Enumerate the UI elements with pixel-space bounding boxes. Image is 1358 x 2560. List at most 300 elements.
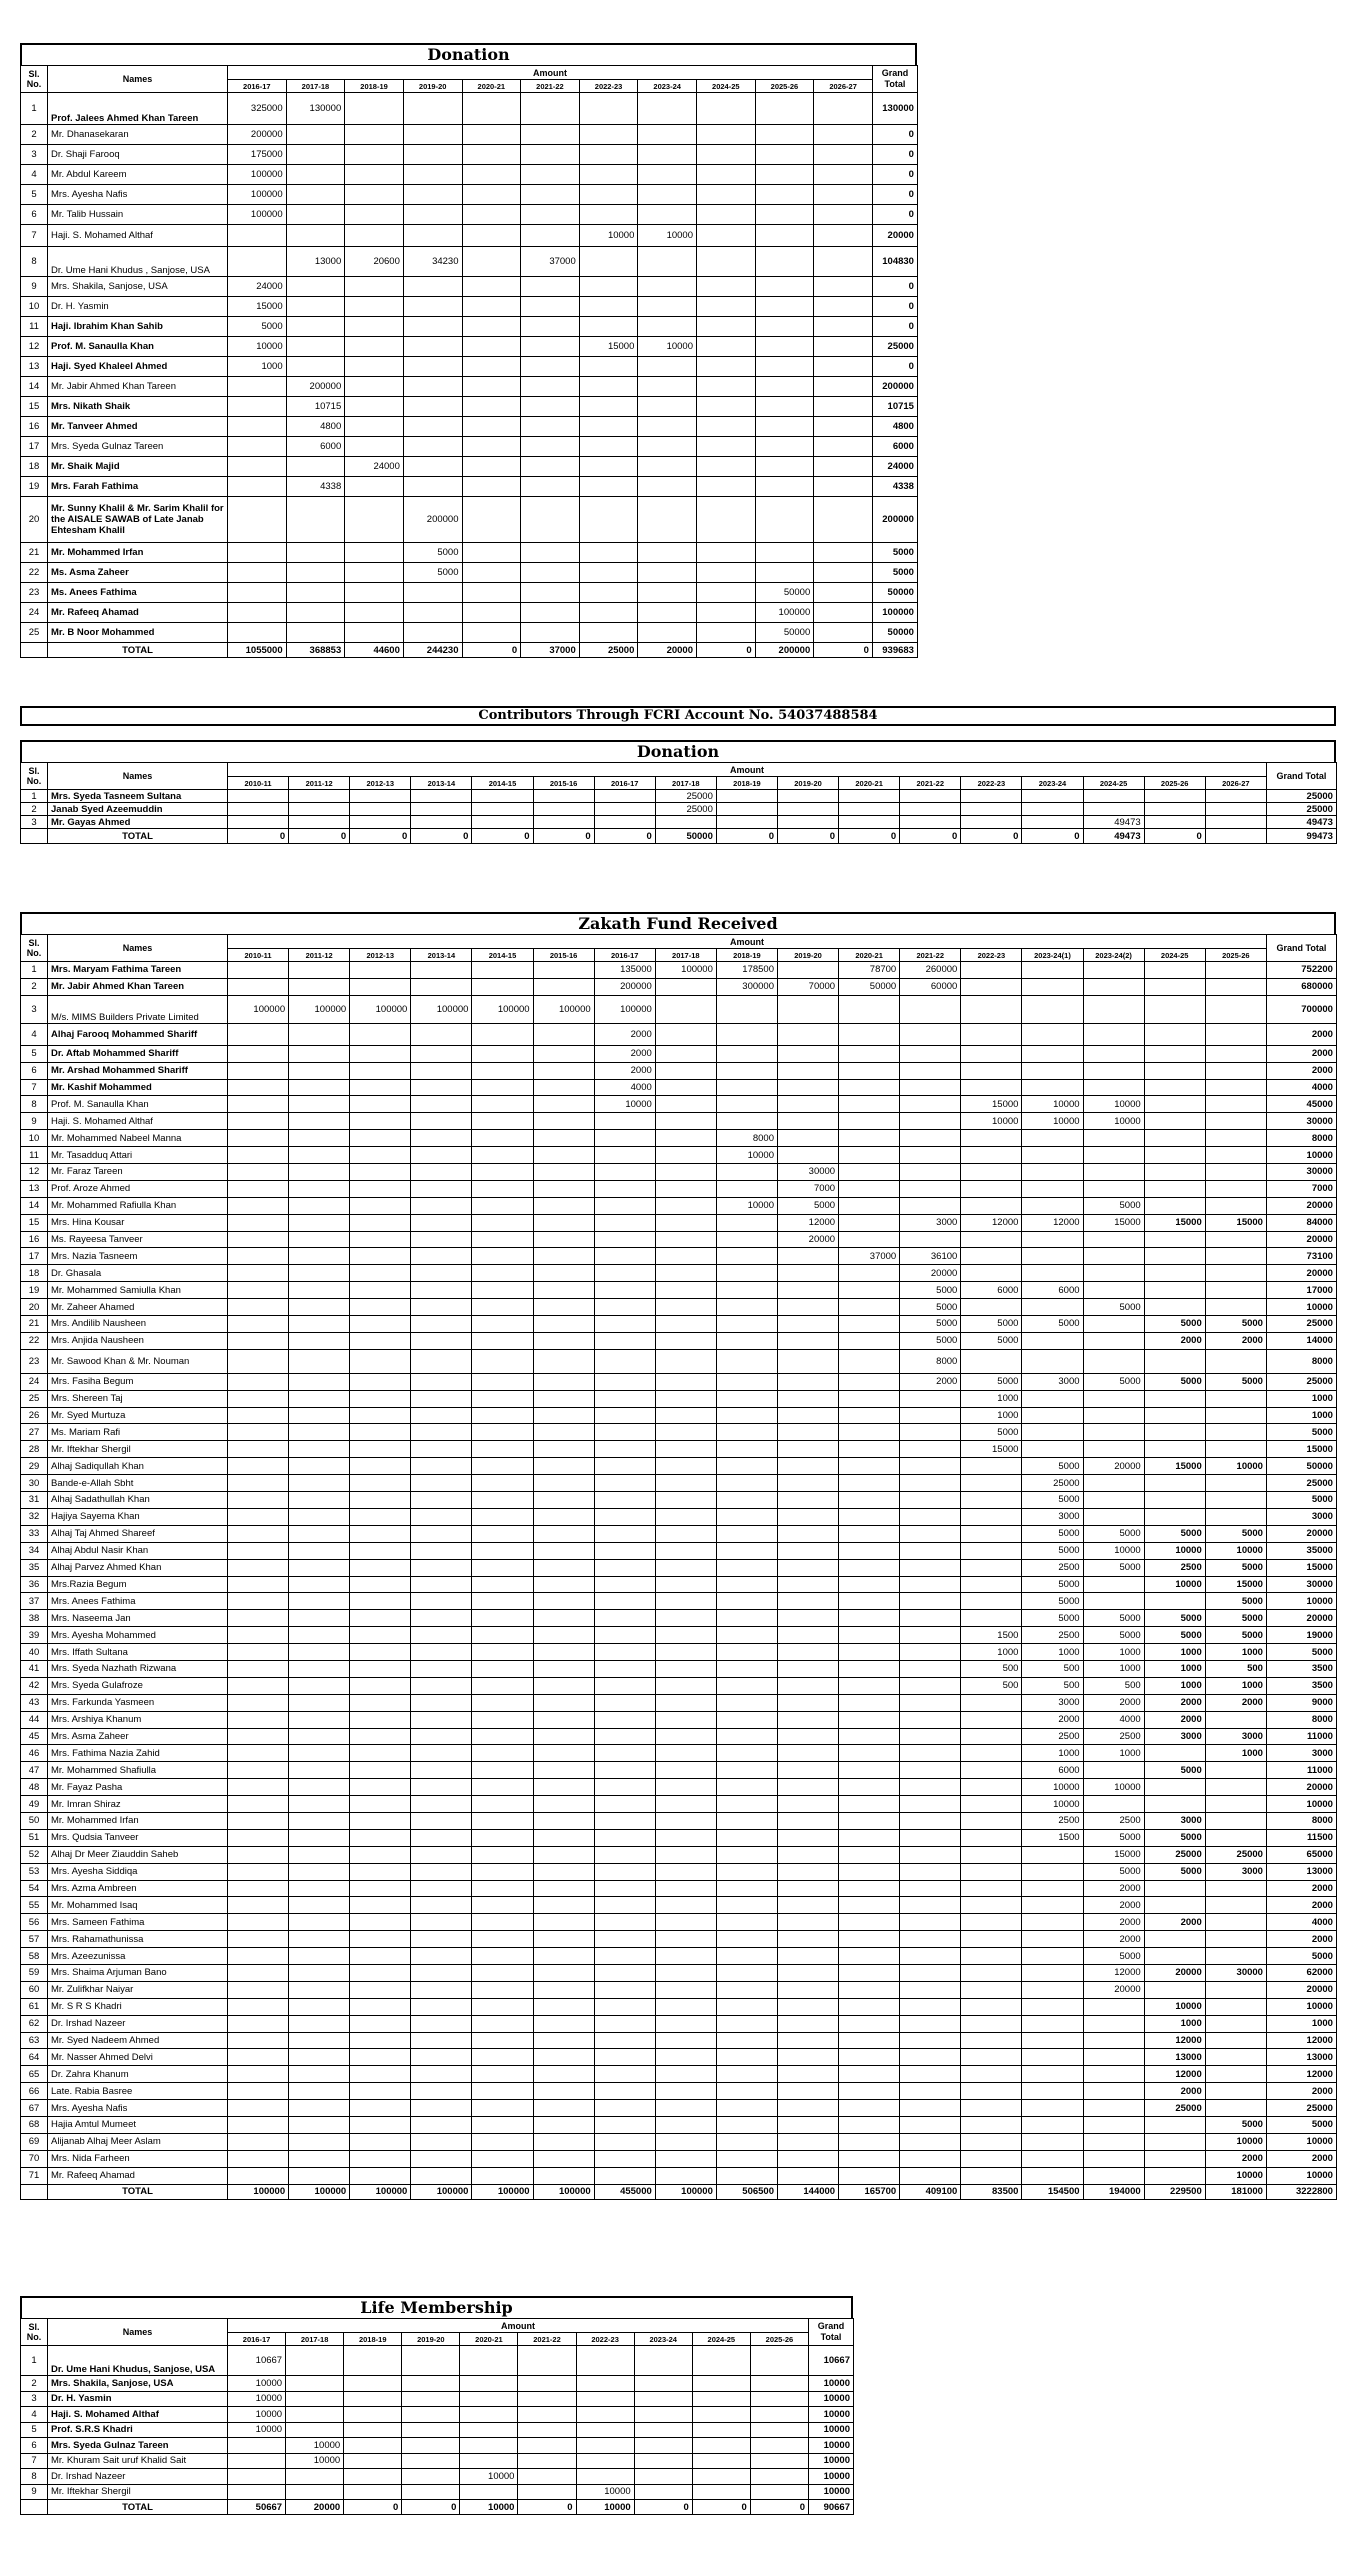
row-amount (350, 1390, 411, 1407)
row-sl: 40 (21, 1644, 48, 1661)
row-name: Mrs. Maryam Fathima Tareen (48, 962, 228, 979)
row-amount (411, 1998, 472, 2015)
row-grand-total: 10000 (1266, 2167, 1336, 2184)
row-amount (638, 125, 697, 145)
row-amount (839, 1796, 900, 1813)
header-year: 2023-24 (1022, 777, 1083, 790)
row-sl: 19 (21, 1282, 48, 1299)
row-amount (655, 995, 716, 1023)
table-row (21, 1407, 1337, 1424)
row-amount (755, 417, 814, 437)
row-amount (777, 2049, 838, 2066)
row-amount (655, 1441, 716, 1458)
row-amount (350, 790, 411, 803)
row-amount (472, 1147, 533, 1164)
row-amount: 10000 (716, 1147, 777, 1164)
table-row (21, 2438, 854, 2454)
row-name: Mr. B Noor Mohammed (48, 623, 228, 643)
header-year: 2013-14 (411, 949, 472, 962)
header-year: 2017-18 (655, 777, 716, 790)
row-amount (814, 477, 873, 497)
row-amount (228, 1508, 289, 1525)
row-amount (716, 1677, 777, 1694)
table-row (21, 1914, 1337, 1931)
row-amount: 2000 (900, 1373, 961, 1390)
row-grand-total: 0 (872, 185, 917, 205)
row-amount (228, 1096, 289, 1113)
row-amount (350, 1863, 411, 1880)
row-amount (839, 1214, 900, 1231)
row-grand-total: 1000 (1266, 1390, 1336, 1407)
fcri-banner-text: Contributors Through FCRI Account No. 54037488584 (20, 706, 1336, 726)
row-amount (521, 337, 580, 357)
row-name: Mrs. Farkunda Yasmeen (48, 1694, 228, 1711)
table-row (21, 1627, 1337, 1644)
row-amount (289, 1576, 350, 1593)
total-label: TOTAL (48, 829, 228, 844)
row-amount (655, 1677, 716, 1694)
row-amount (638, 93, 697, 125)
row-amount (472, 1079, 533, 1096)
row-amount (462, 417, 521, 437)
row-amount (472, 1796, 533, 1813)
table-row (21, 437, 918, 457)
row-amount (777, 1299, 838, 1316)
row-amount (1144, 1130, 1205, 1147)
total-amount: 0 (350, 829, 411, 844)
row-amount (638, 563, 697, 583)
row-sl: 6 (21, 1062, 48, 1079)
row-amount (961, 1998, 1022, 2015)
table-row (21, 1475, 1337, 1492)
table-row (21, 1593, 1337, 1610)
row-amount (777, 1542, 838, 1559)
row-sl: 24 (21, 603, 48, 623)
row-amount (900, 1475, 961, 1492)
row-grand-total: 17000 (1266, 1282, 1336, 1299)
table-row (21, 1677, 1337, 1694)
row-amount (533, 1390, 594, 1407)
row-amount (576, 2391, 634, 2407)
row-amount (344, 2407, 402, 2423)
row-amount (462, 247, 521, 277)
row-name: Mrs. Ayesha Siddiqa (48, 1863, 228, 1880)
table-row (21, 816, 1337, 829)
table-row (21, 1796, 1337, 1813)
row-amount (839, 1197, 900, 1214)
row-amount (839, 1113, 900, 1130)
row-sl: 46 (21, 1745, 48, 1762)
row-amount (350, 2150, 411, 2167)
row-amount (289, 1231, 350, 1248)
row-amount (594, 1525, 655, 1542)
row-amount (692, 2422, 750, 2438)
table-row (21, 603, 918, 623)
row-amount (576, 2438, 634, 2454)
row-amount (472, 1711, 533, 1728)
header-year: 2013-14 (411, 777, 472, 790)
row-amount (961, 1981, 1022, 1998)
table-row (21, 1113, 1337, 1130)
row-grand-total: 50000 (872, 583, 917, 603)
total-amount: 0 (462, 643, 521, 658)
row-sl: 35 (21, 1559, 48, 1576)
row-amount (1205, 1079, 1266, 1096)
row-sl: 5 (21, 1045, 48, 1062)
row-amount (655, 2083, 716, 2100)
row-amount (755, 543, 814, 563)
row-name: Mrs.Razia Begum (48, 1576, 228, 1593)
row-amount (289, 1677, 350, 1694)
row-sl: 2 (21, 978, 48, 995)
row-amount: 25000 (1144, 1846, 1205, 1863)
row-amount (411, 1332, 472, 1349)
row-grand-total: 6000 (872, 437, 917, 457)
row-amount: 2000 (1144, 1914, 1205, 1931)
row-amount (900, 1728, 961, 1745)
row-amount (638, 357, 697, 377)
header-grand-total: Grand Total (809, 2319, 854, 2346)
row-amount (594, 1542, 655, 1559)
row-amount (411, 1458, 472, 1475)
row-name: Ms. Mariam Rafi (48, 1424, 228, 1441)
row-amount (289, 1265, 350, 1282)
row-amount: 2000 (1144, 2083, 1205, 2100)
row-amount (961, 2066, 1022, 2083)
row-amount (594, 1332, 655, 1349)
row-amount (1144, 1407, 1205, 1424)
row-amount: 2000 (1205, 2150, 1266, 2167)
total-amount: 100000 (533, 2184, 594, 2199)
row-amount (961, 1525, 1022, 1542)
row-amount (350, 1248, 411, 1265)
row-amount (460, 2407, 518, 2423)
row-grand-total: 25000 (1266, 1373, 1336, 1390)
row-amount (1083, 803, 1144, 816)
row-amount (533, 1644, 594, 1661)
row-amount (472, 2066, 533, 2083)
row-amount (411, 1728, 472, 1745)
row-amount (1022, 2167, 1083, 2184)
header-year: 2024-25 (1144, 949, 1205, 962)
table-row (21, 1694, 1337, 1711)
row-amount (350, 1079, 411, 1096)
row-amount (961, 1796, 1022, 1813)
row-amount: 5000 (1205, 1593, 1266, 1610)
row-name: Mr. Iftekhar Shergil (48, 2484, 228, 2500)
row-amount (533, 1113, 594, 1130)
row-amount: 5000 (1083, 1197, 1144, 1214)
row-amount (472, 1023, 533, 1045)
row-amount (289, 1214, 350, 1231)
row-amount (594, 1458, 655, 1475)
total-sl-blank (21, 829, 48, 844)
row-amount (814, 603, 873, 623)
row-amount: 5000 (1022, 1593, 1083, 1610)
row-amount (289, 2015, 350, 2032)
row-name: Prof. M. Sanaulla Khan (48, 337, 228, 357)
row-amount (472, 2133, 533, 2150)
row-amount (462, 397, 521, 417)
row-amount (579, 497, 638, 543)
row-amount (411, 2032, 472, 2049)
row-amount (777, 1062, 838, 1079)
row-amount (900, 1796, 961, 1813)
row-amount (411, 1948, 472, 1965)
row-amount: 5000 (1022, 1610, 1083, 1627)
row-name: Mr. Mohammed Isaq (48, 1897, 228, 1914)
row-sl: 39 (21, 1627, 48, 1644)
row-amount (900, 790, 961, 803)
row-name: Prof. Aroze Ahmed (48, 1180, 228, 1197)
row-amount (716, 1079, 777, 1096)
row-sl: 21 (21, 1316, 48, 1333)
row-amount: 12000 (1144, 2032, 1205, 2049)
row-amount (228, 1711, 289, 1728)
row-amount: 34230 (403, 247, 462, 277)
row-amount (777, 1332, 838, 1349)
row-amount (289, 1593, 350, 1610)
row-amount: 100000 (350, 995, 411, 1023)
row-amount (777, 1964, 838, 1981)
row-name: Haji. Ibrahim Khan Sahib (48, 317, 228, 337)
row-amount (1205, 978, 1266, 995)
row-amount (839, 1096, 900, 1113)
row-amount (228, 1610, 289, 1627)
row-amount: 10000 (1205, 2167, 1266, 2184)
row-amount (594, 1282, 655, 1299)
row-amount (460, 2453, 518, 2469)
row-amount: 2000 (594, 1023, 655, 1045)
row-amount (402, 2346, 460, 2376)
table-row (21, 1231, 1337, 1248)
row-amount (716, 1062, 777, 1079)
row-amount: 1000 (961, 1407, 1022, 1424)
row-name: Mr. Jabir Ahmed Khan Tareen (48, 377, 228, 397)
row-sl: 31 (21, 1492, 48, 1509)
row-amount (716, 1981, 777, 1998)
row-amount (460, 2346, 518, 2376)
row-amount (839, 1542, 900, 1559)
row-amount (472, 1542, 533, 1559)
header-year: 2014-15 (472, 949, 533, 962)
row-amount: 78700 (839, 962, 900, 979)
row-amount (1144, 1424, 1205, 1441)
row-amount (1083, 2066, 1144, 2083)
row-amount (1022, 1248, 1083, 1265)
row-amount (634, 2453, 692, 2469)
row-amount: 5000 (1205, 1525, 1266, 1542)
table-row (21, 145, 918, 165)
row-amount (777, 1711, 838, 1728)
row-amount: 200000 (403, 497, 462, 543)
row-amount (533, 1265, 594, 1282)
row-amount (697, 477, 756, 497)
row-amount (350, 1542, 411, 1559)
row-amount (350, 1458, 411, 1475)
row-amount (533, 1897, 594, 1914)
row-amount (289, 1711, 350, 1728)
table-row (21, 2407, 854, 2423)
row-amount: 3000 (1205, 1863, 1266, 1880)
row-amount (814, 563, 873, 583)
row-amount (411, 1475, 472, 1492)
row-amount (402, 2469, 460, 2485)
row-grand-total: 13000 (1266, 2049, 1336, 2066)
row-amount: 70000 (777, 978, 838, 995)
row-amount (1144, 1180, 1205, 1197)
header-year: 2024-25 (692, 2333, 750, 2346)
row-amount (839, 2100, 900, 2117)
row-amount (289, 1610, 350, 1627)
row-amount (900, 1897, 961, 1914)
row-amount (777, 1914, 838, 1931)
row-amount (594, 1948, 655, 1965)
row-amount (472, 2117, 533, 2134)
row-name: Late. Rabia Basree (48, 2083, 228, 2100)
header-amount: Amount (228, 935, 1267, 949)
row-grand-total: 73100 (1266, 1248, 1336, 1265)
table-row (21, 1812, 1337, 1829)
row-amount (716, 1231, 777, 1248)
row-amount (1083, 1130, 1144, 1147)
row-amount (462, 457, 521, 477)
row-amount (228, 603, 287, 623)
row-amount (1022, 2066, 1083, 2083)
row-amount (350, 1627, 411, 1644)
total-amount: 409100 (900, 2184, 961, 2199)
row-amount (777, 1492, 838, 1509)
row-name: Haji. S. Mohamed Althaf (48, 225, 228, 247)
row-amount (228, 2484, 286, 2500)
row-amount (638, 165, 697, 185)
row-amount (521, 93, 580, 125)
row-amount (472, 1576, 533, 1593)
table-row (21, 1728, 1337, 1745)
row-amount (228, 816, 289, 829)
row-amount (961, 2167, 1022, 2184)
row-amount (716, 1593, 777, 1610)
row-grand-total: 45000 (1266, 1096, 1336, 1113)
table-row (21, 1062, 1337, 1079)
row-amount (961, 1812, 1022, 1829)
row-amount (350, 978, 411, 995)
row-name: Alhaj Sadathullah Khan (48, 1492, 228, 1509)
row-amount (1205, 1164, 1266, 1181)
row-sl: 28 (21, 1441, 48, 1458)
row-amount (1144, 1045, 1205, 1062)
row-amount (716, 1525, 777, 1542)
row-amount (814, 297, 873, 317)
row-amount (411, 1197, 472, 1214)
row-amount (228, 1880, 289, 1897)
row-amount: 10000 (1144, 1576, 1205, 1593)
header-year: 2011-12 (289, 777, 350, 790)
row-grand-total: 30000 (1266, 1164, 1336, 1181)
row-amount (228, 2133, 289, 2150)
row-sl: 29 (21, 1458, 48, 1475)
row-name: Mrs. Shakila, Sanjose, USA (48, 277, 228, 297)
row-amount (655, 1180, 716, 1197)
row-amount (594, 2133, 655, 2150)
row-amount (1205, 1113, 1266, 1130)
header-sl: Sl. No. (21, 935, 48, 962)
row-amount (289, 1373, 350, 1390)
row-amount (533, 1796, 594, 1813)
row-amount (286, 225, 345, 247)
row-amount (411, 1914, 472, 1931)
row-amount (716, 2032, 777, 2049)
row-amount (289, 2117, 350, 2134)
row-amount: 1000 (1205, 1644, 1266, 1661)
row-grand-total: 0 (872, 317, 917, 337)
row-amount (533, 1660, 594, 1677)
row-amount (472, 1762, 533, 1779)
row-amount (460, 2484, 518, 2500)
row-name: Alhaj Dr Meer Ziauddin Saheb (48, 1846, 228, 1863)
row-amount (594, 1492, 655, 1509)
row-amount (716, 1113, 777, 1130)
row-sl: 2 (21, 803, 48, 816)
row-amount (228, 1316, 289, 1333)
row-amount (350, 1694, 411, 1711)
row-amount (655, 1265, 716, 1282)
row-amount (228, 1559, 289, 1576)
row-amount (839, 2049, 900, 2066)
row-amount (472, 1265, 533, 1282)
row-amount (1083, 2015, 1144, 2032)
total-row (21, 2500, 854, 2515)
row-amount (777, 2117, 838, 2134)
row-amount (411, 2150, 472, 2167)
row-amount (900, 1407, 961, 1424)
row-amount (472, 1299, 533, 1316)
row-amount (594, 1441, 655, 1458)
total-amount: 83500 (961, 2184, 1022, 2199)
row-amount (350, 1164, 411, 1181)
row-amount (345, 317, 404, 337)
row-amount (1144, 2167, 1205, 2184)
row-amount (594, 1475, 655, 1492)
table-row (21, 2049, 1337, 2066)
total-amount: 0 (518, 2500, 576, 2515)
row-amount (1022, 1441, 1083, 1458)
row-amount (1144, 1796, 1205, 1813)
row-amount (1022, 1147, 1083, 1164)
row-amount (462, 277, 521, 297)
row-amount (289, 1197, 350, 1214)
row-amount (345, 185, 404, 205)
row-amount (289, 1644, 350, 1661)
row-name: Dr. H. Yasmin (48, 2391, 228, 2407)
row-sl: 3 (21, 816, 48, 829)
row-amount (1205, 816, 1266, 829)
row-grand-total: 30000 (1266, 1576, 1336, 1593)
row-amount: 2000 (1205, 1694, 1266, 1711)
row-amount (655, 1829, 716, 1846)
row-amount (716, 1711, 777, 1728)
row-amount: 5000 (1083, 1948, 1144, 1965)
row-amount (472, 1779, 533, 1796)
row-amount (716, 1779, 777, 1796)
row-amount (289, 1829, 350, 1846)
row-amount (345, 477, 404, 497)
row-amount (228, 1525, 289, 1542)
row-grand-total: 20000 (1266, 1197, 1336, 1214)
row-name: Dr. Zahra Khanum (48, 2066, 228, 2083)
row-sl: 30 (21, 1475, 48, 1492)
row-amount (521, 623, 580, 643)
